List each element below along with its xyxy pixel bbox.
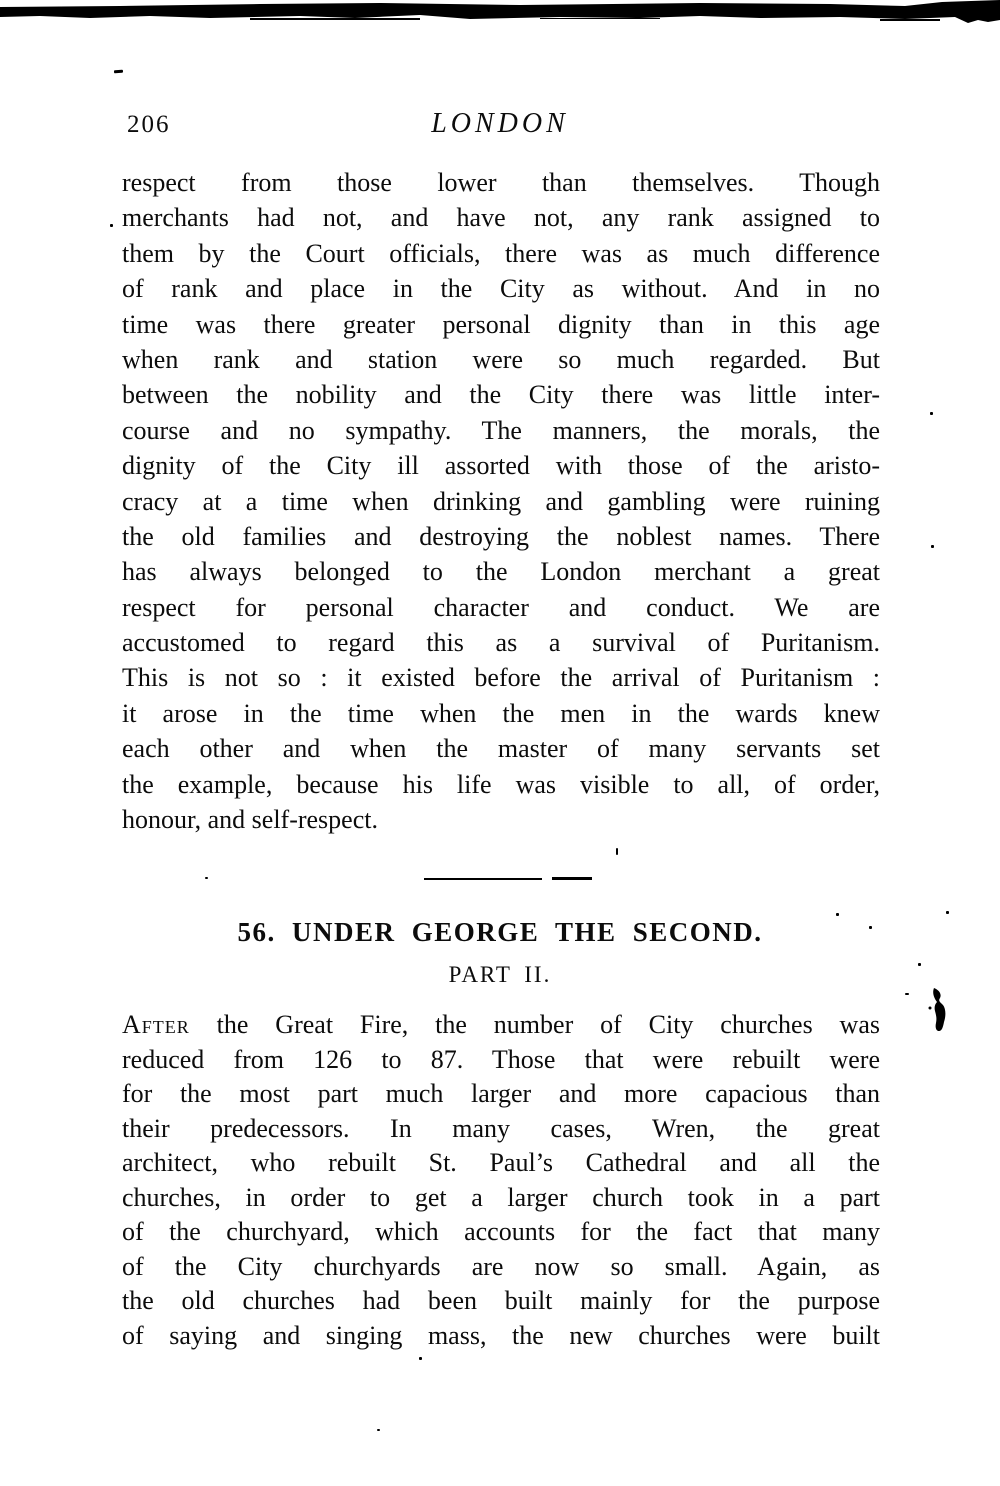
text-line: their predecessors. In many cases, Wren, the great <box>122 1113 880 1143</box>
lead-small-caps-word: After <box>122 1010 190 1039</box>
text-line: them by the Court officials, there was as much difference <box>122 238 880 268</box>
text-line: architect, who rebuilt St. Paul’s Cathedral and all the <box>122 1148 880 1177</box>
text-line: the old churches had been built mainly for the purpose <box>122 1286 880 1315</box>
text-line: dignity of the City ill assorted with those of the aristo- <box>122 451 880 481</box>
text-line-rest: the Great Fire, the number of City churches was <box>189 1010 880 1039</box>
ink-squiggle-mark <box>926 986 946 1038</box>
text-line: each other and when the master of many servants set <box>122 734 880 764</box>
ink-speck <box>110 224 113 227</box>
paragraph-lines <box>122 1043 880 1354</box>
text-line: of the City churchyards are now so small. Again, as <box>122 1251 880 1281</box>
divider-segment <box>424 878 542 880</box>
text-line: has always belonged to the London merchant a great <box>122 557 880 587</box>
text-line: This is not so : it existed before the arrival of Puritanism : <box>122 663 880 693</box>
ink-speck <box>905 993 909 995</box>
paragraph-continuation <box>122 165 880 837</box>
ink-speck <box>616 848 618 855</box>
text-line: the example, because his life was visible to all, of order, <box>122 769 880 799</box>
text-line: churches, in order to get a larger church took in a part <box>122 1182 880 1212</box>
text-line: between the nobility and the City there was little inter- <box>122 380 880 410</box>
section-divider <box>424 877 594 881</box>
section-subheading: PART II. <box>448 962 552 987</box>
text-line <box>122 1008 880 1043</box>
text-line: the old families and destroying the noblest names. There <box>122 521 880 551</box>
ink-speck <box>419 1357 422 1360</box>
text-line: honour, and self-respect. <box>122 805 378 835</box>
text-line: it arose in the time when the men in the wards knew <box>122 698 880 728</box>
text-line: for the most part much larger and more capacious than <box>122 1079 880 1108</box>
ink-speck <box>377 1429 380 1431</box>
section-heading: 56. UNDER GEORGE THE SECOND. <box>237 917 763 947</box>
page-header <box>0 108 1000 144</box>
page-number: 206 <box>127 111 171 138</box>
ink-speck <box>931 545 934 548</box>
text-line: merchants had not, and have not, any rank assigned to <box>122 203 880 233</box>
ink-speck <box>205 877 208 879</box>
text-line: accustomed to regard this as a survival of Puritanism. <box>122 628 880 658</box>
text-line: respect for personal character and conduct. We are <box>122 592 880 622</box>
divider-segment <box>552 877 592 880</box>
section-paragraph <box>122 1008 880 1353</box>
text-line: of the churchyard, which accounts for the fact that many <box>122 1217 880 1246</box>
ink-speck <box>114 70 123 74</box>
text-line: cracy at a time when drinking and gambling were ruining <box>122 486 880 516</box>
running-title: LONDON <box>431 108 569 139</box>
text-line: time was there greater personal dignity than in this age <box>122 309 880 339</box>
ink-speck <box>946 911 949 914</box>
scan-artifact-top-bar <box>0 0 1000 34</box>
text-line: of saying and singing mass, the new churches were built <box>122 1320 880 1350</box>
ink-speck <box>930 412 933 415</box>
text-line: reduced from 126 to 87. Those that were rebuilt were <box>122 1044 880 1074</box>
text-line: of rank and place in the City as without. And in no <box>122 274 880 304</box>
ink-speck <box>836 913 839 916</box>
text-line: respect from those lower than themselves. Though <box>122 168 880 197</box>
text-line: when rank and station were so much regarded. But <box>122 344 880 374</box>
text-line: course and no sympathy. The manners, the morals, the <box>122 415 880 445</box>
